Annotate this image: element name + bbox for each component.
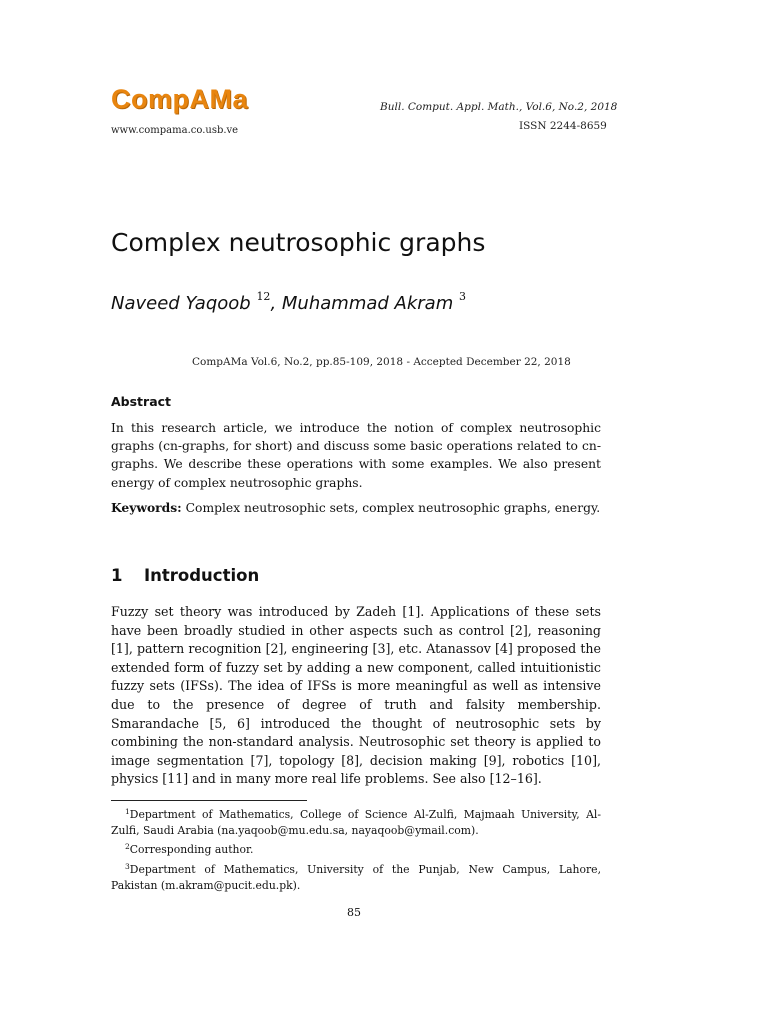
footnote-mark: 3 [125,861,130,871]
issn: ISSN 2244-8659 [519,120,607,132]
footnote-mark: 2 [125,842,130,852]
publication-info: CompAMa Vol.6, No.2, pp.85-109, 2018 - Accepted December 22, 2018 [192,356,571,368]
footnote [111,804,601,839]
footnotes [111,804,601,894]
section-number: 1 [111,566,123,585]
author-affiliation-mark: 3 [458,290,466,303]
abstract-text: In this research article, we introduce the notion of complex neutrosophic graphs (cn-graphs, for short) and discuss some basic operations related to cn-graphs. We describe these operations with some examples. We also present energy of complex neutrosophic graphs. [111,421,601,490]
author-separator: , [270,293,277,314]
abstract-heading: Abstract [111,394,172,409]
keywords [111,499,601,517]
paper-title: Complex neutrosophic graphs [111,228,486,257]
page-number: 85 [347,906,361,919]
footnote-text: Department of Mathematics, University of the Punjab, New Campus, Lahore, Pakistan (m.akram@pucit.edu.pk). [111,862,601,892]
section-heading [111,565,259,587]
footnote [111,859,601,894]
footnote [111,839,601,858]
keywords-label: Keywords: [111,500,182,515]
author-name: Naveed Yaqoob [111,293,251,314]
footnote-text: Corresponding author. [129,843,254,857]
author-list [111,284,466,317]
section-title: Introduction [144,566,260,585]
journal-logo: CompAMa [111,84,248,114]
journal-reference: Bull. Comput. Appl. Math., Vol.6, No.2, 2018 [380,101,618,113]
journal-url[interactable]: www.compama.co.usb.ve [111,125,239,136]
footnote-divider [111,800,307,801]
author-affiliation-mark: 12 [256,290,271,303]
keywords-text: Complex neutrosophic sets, complex neutrosophic graphs, energy. [185,501,601,515]
footnote-text: Department of Mathematics, College of Science Al-Zulfi, Majmaah University, Al-Zulfi, Saudi Arabia (na.yaqoob@mu.edu.sa, nayaqoob@ymail.com). [111,808,601,838]
author-name: Muhammad Akram [281,293,454,314]
introduction-paragraph: Fuzzy set theory was introduced by Zadeh [1]. Applications of these sets have been broadly studied in other aspects such as control [2], reasoning [1], pattern recognition [2], engineering [3], etc. Atanassov [4] proposed the extended form of fuzzy set by adding a new component, called intuitionistic fuzzy sets (IFSs). The idea of IFSs is more meaningful as well as intensive due to the presence of degree of truth and falsity membership. Smarandache [5, 6] introduced the thought of neutrosophic sets by combining the non-standard analysis. Neutrosophic set theory is applied to image segmentation [7], topology [8], decision making [9], robotics [10], physics [11] and in many more real life problems. See also [12–16]. [111,604,601,787]
footnote-mark: 1 [125,807,130,816]
